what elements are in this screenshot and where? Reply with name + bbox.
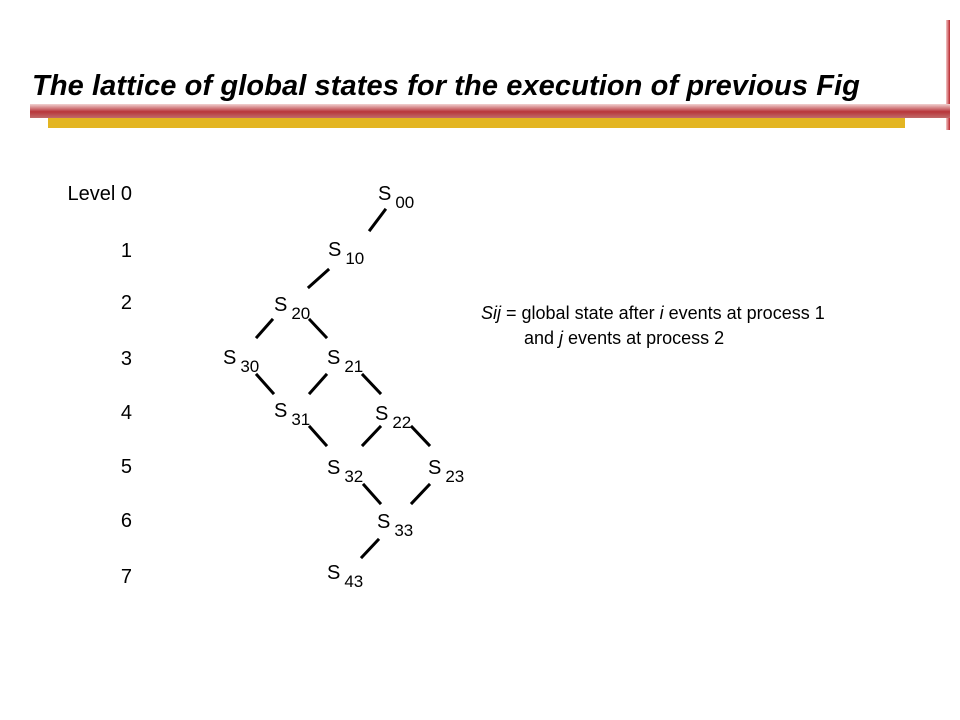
page-title: The lattice of global states for the execution of previous Fig (32, 70, 860, 102)
state-s00 (378, 183, 415, 212)
edge-s33-s43 (362, 540, 378, 557)
state-letter: S (327, 562, 341, 584)
state-letter: S (274, 400, 288, 422)
level-label-1: 1 (120, 240, 132, 262)
state-subscript: 20 (291, 304, 311, 323)
level-label-5: 5 (120, 456, 132, 478)
state-s21 (327, 347, 364, 376)
legend-text: events at process 1 (663, 303, 825, 323)
edge-s22-s32 (363, 427, 380, 445)
state-s22 (375, 403, 412, 432)
legend-var-i: i (659, 303, 664, 323)
edge-s10-s20 (309, 270, 328, 287)
state-letter: S (327, 347, 341, 369)
state-subscript: 32 (344, 467, 364, 486)
edge-s31-s32 (310, 427, 326, 445)
edge-s30-s31 (257, 375, 273, 393)
state-s10 (328, 239, 365, 268)
state-letter: S (375, 403, 389, 425)
legend-term: Sij (481, 303, 502, 323)
state-letter: S (223, 347, 237, 369)
state-s32 (327, 457, 364, 486)
edge-s23-s33 (412, 485, 429, 503)
state-s33 (377, 511, 414, 540)
state-s20 (274, 294, 311, 323)
level-label-7: 7 (120, 566, 132, 588)
legend-definition (481, 301, 825, 351)
state-letter: S (378, 183, 392, 205)
state-subscript: 23 (445, 467, 465, 486)
level-label-6: 6 (120, 510, 132, 532)
state-subscript: 31 (291, 410, 311, 429)
state-letter: S (328, 239, 342, 261)
legend-text: and (524, 328, 560, 348)
state-subscript: 10 (345, 249, 365, 268)
level-label-3: 3 (120, 348, 132, 370)
state-subscript: 43 (344, 572, 364, 591)
state-subscript: 21 (344, 357, 364, 376)
state-s31 (274, 400, 311, 429)
edge-s21-s22 (363, 375, 380, 393)
state-subscript: 00 (395, 193, 415, 212)
legend-text: events at process 2 (563, 328, 725, 348)
edge-s20-s30 (257, 320, 272, 337)
edge-s32-s33 (364, 485, 380, 503)
state-s23 (428, 457, 465, 486)
edge-s20-s21 (310, 320, 326, 337)
level-label-4: 4 (120, 402, 132, 424)
legend-text: = global state after (501, 303, 660, 323)
state-subscript: 22 (392, 413, 412, 432)
level-label-2: 2 (120, 292, 132, 314)
state-letter: S (377, 511, 391, 533)
edge-s21-s31 (310, 375, 326, 393)
state-subscript: 33 (394, 521, 414, 540)
state-s30 (223, 347, 260, 376)
level-label-0: Level 0 (67, 183, 132, 205)
state-letter: S (327, 457, 341, 479)
state-subscript: 30 (240, 357, 260, 376)
state-letter: S (274, 294, 288, 316)
legend-var-j: j (559, 328, 564, 348)
edge-s00-s10 (370, 210, 385, 230)
state-letter: S (428, 457, 442, 479)
edge-s22-s23 (412, 427, 429, 445)
state-s43 (327, 562, 364, 591)
